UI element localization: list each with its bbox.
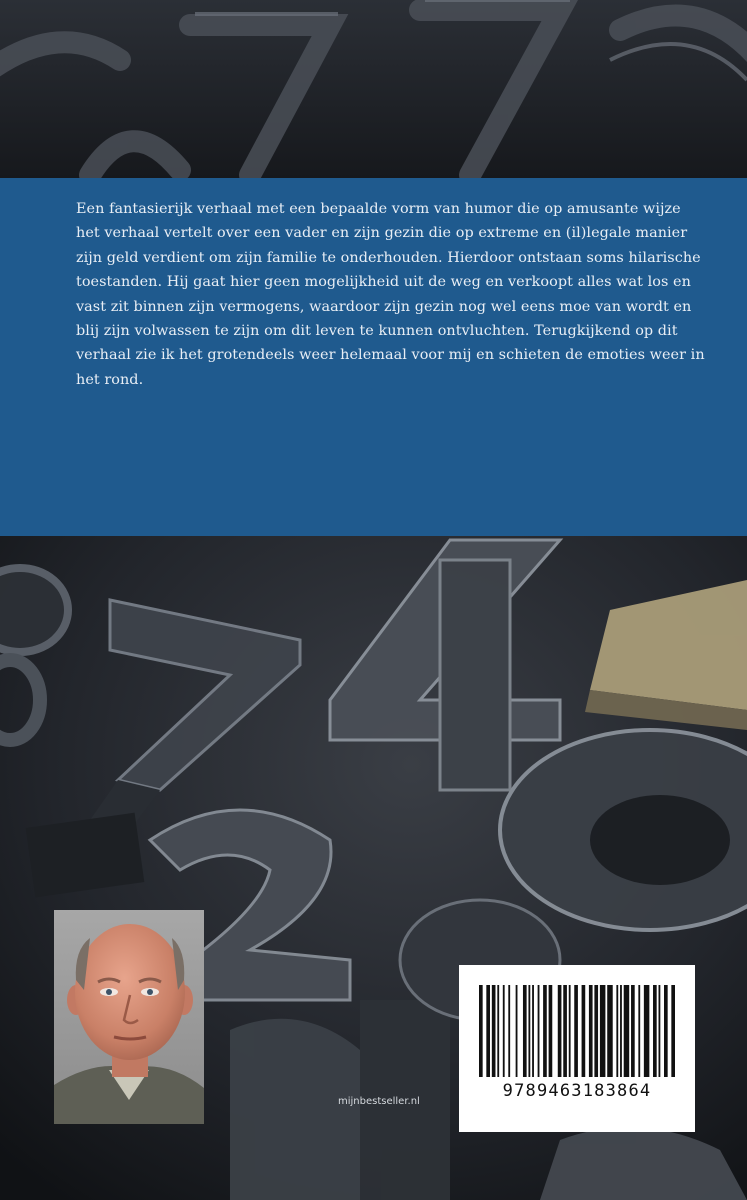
barcode-bar — [620, 985, 622, 1077]
isbn-number: 9789463183864 — [502, 1081, 652, 1101]
barcode-bar — [497, 985, 499, 1077]
barcode-bar — [638, 985, 640, 1077]
author-portrait-illustration — [54, 910, 204, 1124]
barcode-bar — [664, 985, 668, 1077]
barcode-bar — [543, 985, 547, 1077]
barcode-bar — [607, 985, 613, 1077]
barcode-bars — [479, 985, 675, 1077]
barcode-bar — [631, 985, 635, 1077]
barcode-bar — [644, 985, 650, 1077]
publisher-name: mijnbestseller.nl — [338, 1096, 420, 1107]
barcode-bar — [589, 985, 593, 1077]
barcode-bar — [671, 985, 675, 1077]
barcode-bar — [582, 985, 586, 1077]
barcode-bar — [616, 985, 618, 1077]
barcode-bar — [479, 985, 483, 1077]
barcode-bar — [516, 985, 518, 1077]
barcode-bar — [558, 985, 562, 1077]
barcode-bar — [492, 985, 496, 1077]
barcode-bar — [503, 985, 505, 1077]
blurb-panel — [0, 178, 747, 536]
barcode-bar — [549, 985, 553, 1077]
barcode-bar — [624, 985, 630, 1077]
barcode-bar — [528, 985, 530, 1077]
barcode-bar — [563, 985, 567, 1077]
barcode-bar — [594, 985, 598, 1077]
isbn-barcode — [459, 965, 695, 1132]
author-photo — [54, 910, 204, 1124]
barcode-bar — [569, 985, 571, 1077]
barcode-bar — [523, 985, 527, 1077]
barcode-bar — [653, 985, 657, 1077]
barcode-bar — [538, 985, 540, 1077]
barcode-bar — [600, 985, 606, 1077]
barcode-bar — [659, 985, 661, 1077]
barcode-bar — [574, 985, 578, 1077]
barcode-bar — [508, 985, 510, 1077]
barcode-bar — [532, 985, 534, 1077]
back-cover-blurb: Een fantasierijk verhaal met een bepaalde vorm van humor die op amusante wijze het verhaal vertelt over een vader en zijn gezin die op extreme en (il)legale manier zijn geld verdient om zijn familie te onderhouden. Hierdoor ontstaan soms hilarische toestanden. Hij gaat hier geen mogelijkheid uit de weg en verkoopt alles wat los en vast zit binnen zijn vermogens, waardoor zijn gezin nog wel eens moe van wordt en blij zijn volwassen te zijn om dit leven te kunnen ontvluchten. Terugkijkend op dit verhaal zie ik het grotendeels weer helemaal voor mij en schieten de emoties weer in het rond. — [76, 201, 705, 388]
barcode-bar — [486, 985, 490, 1077]
